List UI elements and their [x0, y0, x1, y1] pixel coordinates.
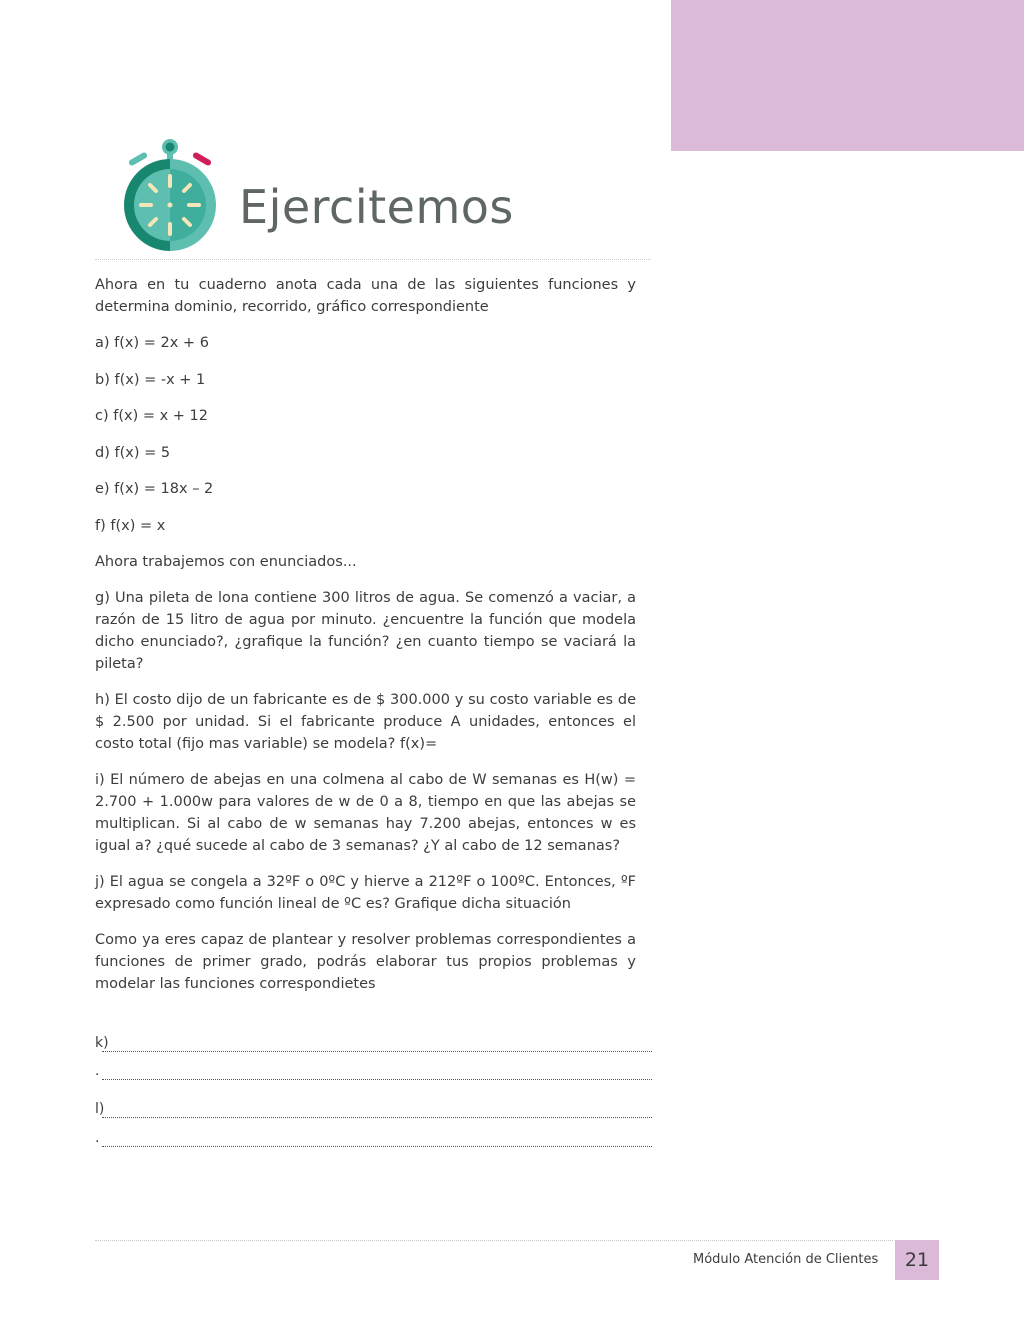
problem-g: g) Una pileta de lona contiene 300 litros de agua. Se comenzó a vaciar, a razón de 15 litro de agua por minuto. ¿encuentre la función que modela dicho enunciado?, ¿grafique la función? ¿en cuanto tiempo se vaciará la pileta? — [95, 590, 636, 672]
answer-label-dot: . — [95, 1063, 100, 1079]
title-divider — [95, 259, 651, 260]
intro-paragraph: Ahora en tu cuaderno anota cada una de las siguientes funciones y determina dominio, recorrido, gráfico correspondiente — [95, 277, 636, 315]
exercise-content — [95, 274, 636, 1009]
function-item-b: b) f(x) = -x + 1 — [95, 371, 206, 388]
page-title: Ejercitemos — [239, 180, 514, 234]
answer-label-dot: . — [95, 1130, 100, 1146]
closing-paragraph: Como ya eres capaz de plantear y resolver problemas correspondientes a funciones de primer grado, podrás elaborar tus propios problemas y modelar las funciones correspondietes — [95, 932, 636, 992]
answer-line-k-continued[interactable] — [95, 1062, 652, 1080]
answer-line-l-continued[interactable] — [95, 1129, 652, 1147]
dotted-line — [102, 1146, 652, 1147]
function-item-f: f) f(x) = x — [95, 517, 166, 534]
footer-divider — [95, 1240, 893, 1241]
corner-accent-block — [671, 0, 1024, 151]
problem-h: h) El costo dijo de un fabricante es de $ 300.000 y su costo variable es de $ 2.500 por unidad. Si el fabricante produce A unidades, entonces el costo total (fijo mas variable) se modela? f(x)= — [95, 692, 636, 752]
dotted-line — [102, 1079, 652, 1080]
dotted-line — [102, 1051, 652, 1052]
problem-i: i) El número de abejas en una colmena al cabo de W semanas es H(w) = 2.700 + 1.000w para valores de w de 0 a 8, tiempo en que las abejas se multiplican. Si al cabo de w semanas hay 7.200 abejas, entonces w es igual a? ¿qué sucede al cabo de 3 semanas? ¿Y al cabo de 12 semanas? — [95, 772, 636, 854]
answer-line-l[interactable] — [95, 1100, 652, 1118]
stopwatch-icon — [122, 136, 218, 252]
footer-module-name: Módulo Atención de Clientes — [693, 1252, 879, 1267]
answer-line-k[interactable] — [95, 1034, 652, 1052]
page-number: 21 — [895, 1240, 939, 1280]
dotted-line — [102, 1117, 652, 1118]
function-item-a: a) f(x) = 2x + 6 — [95, 335, 209, 351]
function-item-c: c) f(x) = x + 12 — [95, 408, 209, 424]
answer-label-k: k) — [95, 1035, 109, 1051]
function-item-d: d) f(x) = 5 — [95, 444, 171, 461]
function-item-e: e) f(x) = 18x – 2 — [95, 481, 214, 497]
transition-paragraph: Ahora trabajemos con enunciados... — [95, 554, 357, 570]
problem-j: j) El agua se congela a 32ºF o 0ºC y hierve a 212ºF o 100ºC. Entonces, ºF expresado como función lineal de ºC es? Grafique dicha situación — [95, 874, 636, 912]
answer-label-l: l) — [95, 1101, 105, 1117]
